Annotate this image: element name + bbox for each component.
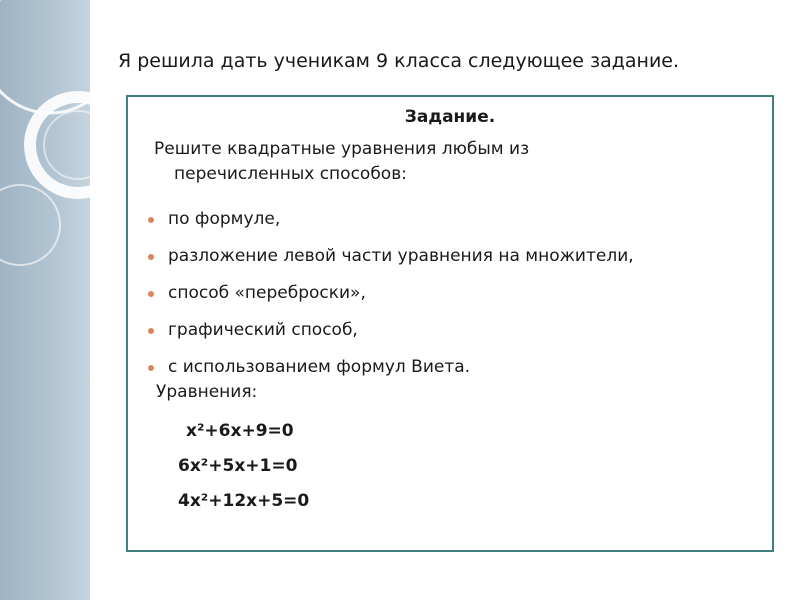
- method-item: способ «переброски»,: [146, 275, 634, 312]
- method-item: по формуле,: [146, 201, 634, 238]
- equation-2: 6х²+5х+1=0: [178, 456, 298, 476]
- equation-3: 4х²+12х+5=0: [178, 491, 310, 511]
- task-heading: Задание.: [404, 107, 496, 127]
- decorative-rings: [0, 0, 90, 600]
- task-intro-line-2: перечисленных способов:: [174, 164, 407, 184]
- methods-list: [146, 201, 634, 386]
- task-box: [126, 95, 774, 552]
- method-item: разложение левой части уравнения на множители,: [146, 238, 634, 275]
- task-intro: [154, 137, 529, 187]
- method-item: с использованием формул Виета.: [146, 349, 634, 386]
- equations-label: Уравнения:: [156, 382, 258, 402]
- method-item: графический способ,: [146, 312, 634, 349]
- slide-title: Я решила дать ученикам 9 класса следующее задание.: [118, 50, 680, 72]
- equation-1: х²+6х+9=0: [186, 421, 294, 441]
- decorative-side-band: [0, 0, 90, 600]
- task-intro-line-1: Решите квадратные уравнения любым из: [154, 139, 530, 159]
